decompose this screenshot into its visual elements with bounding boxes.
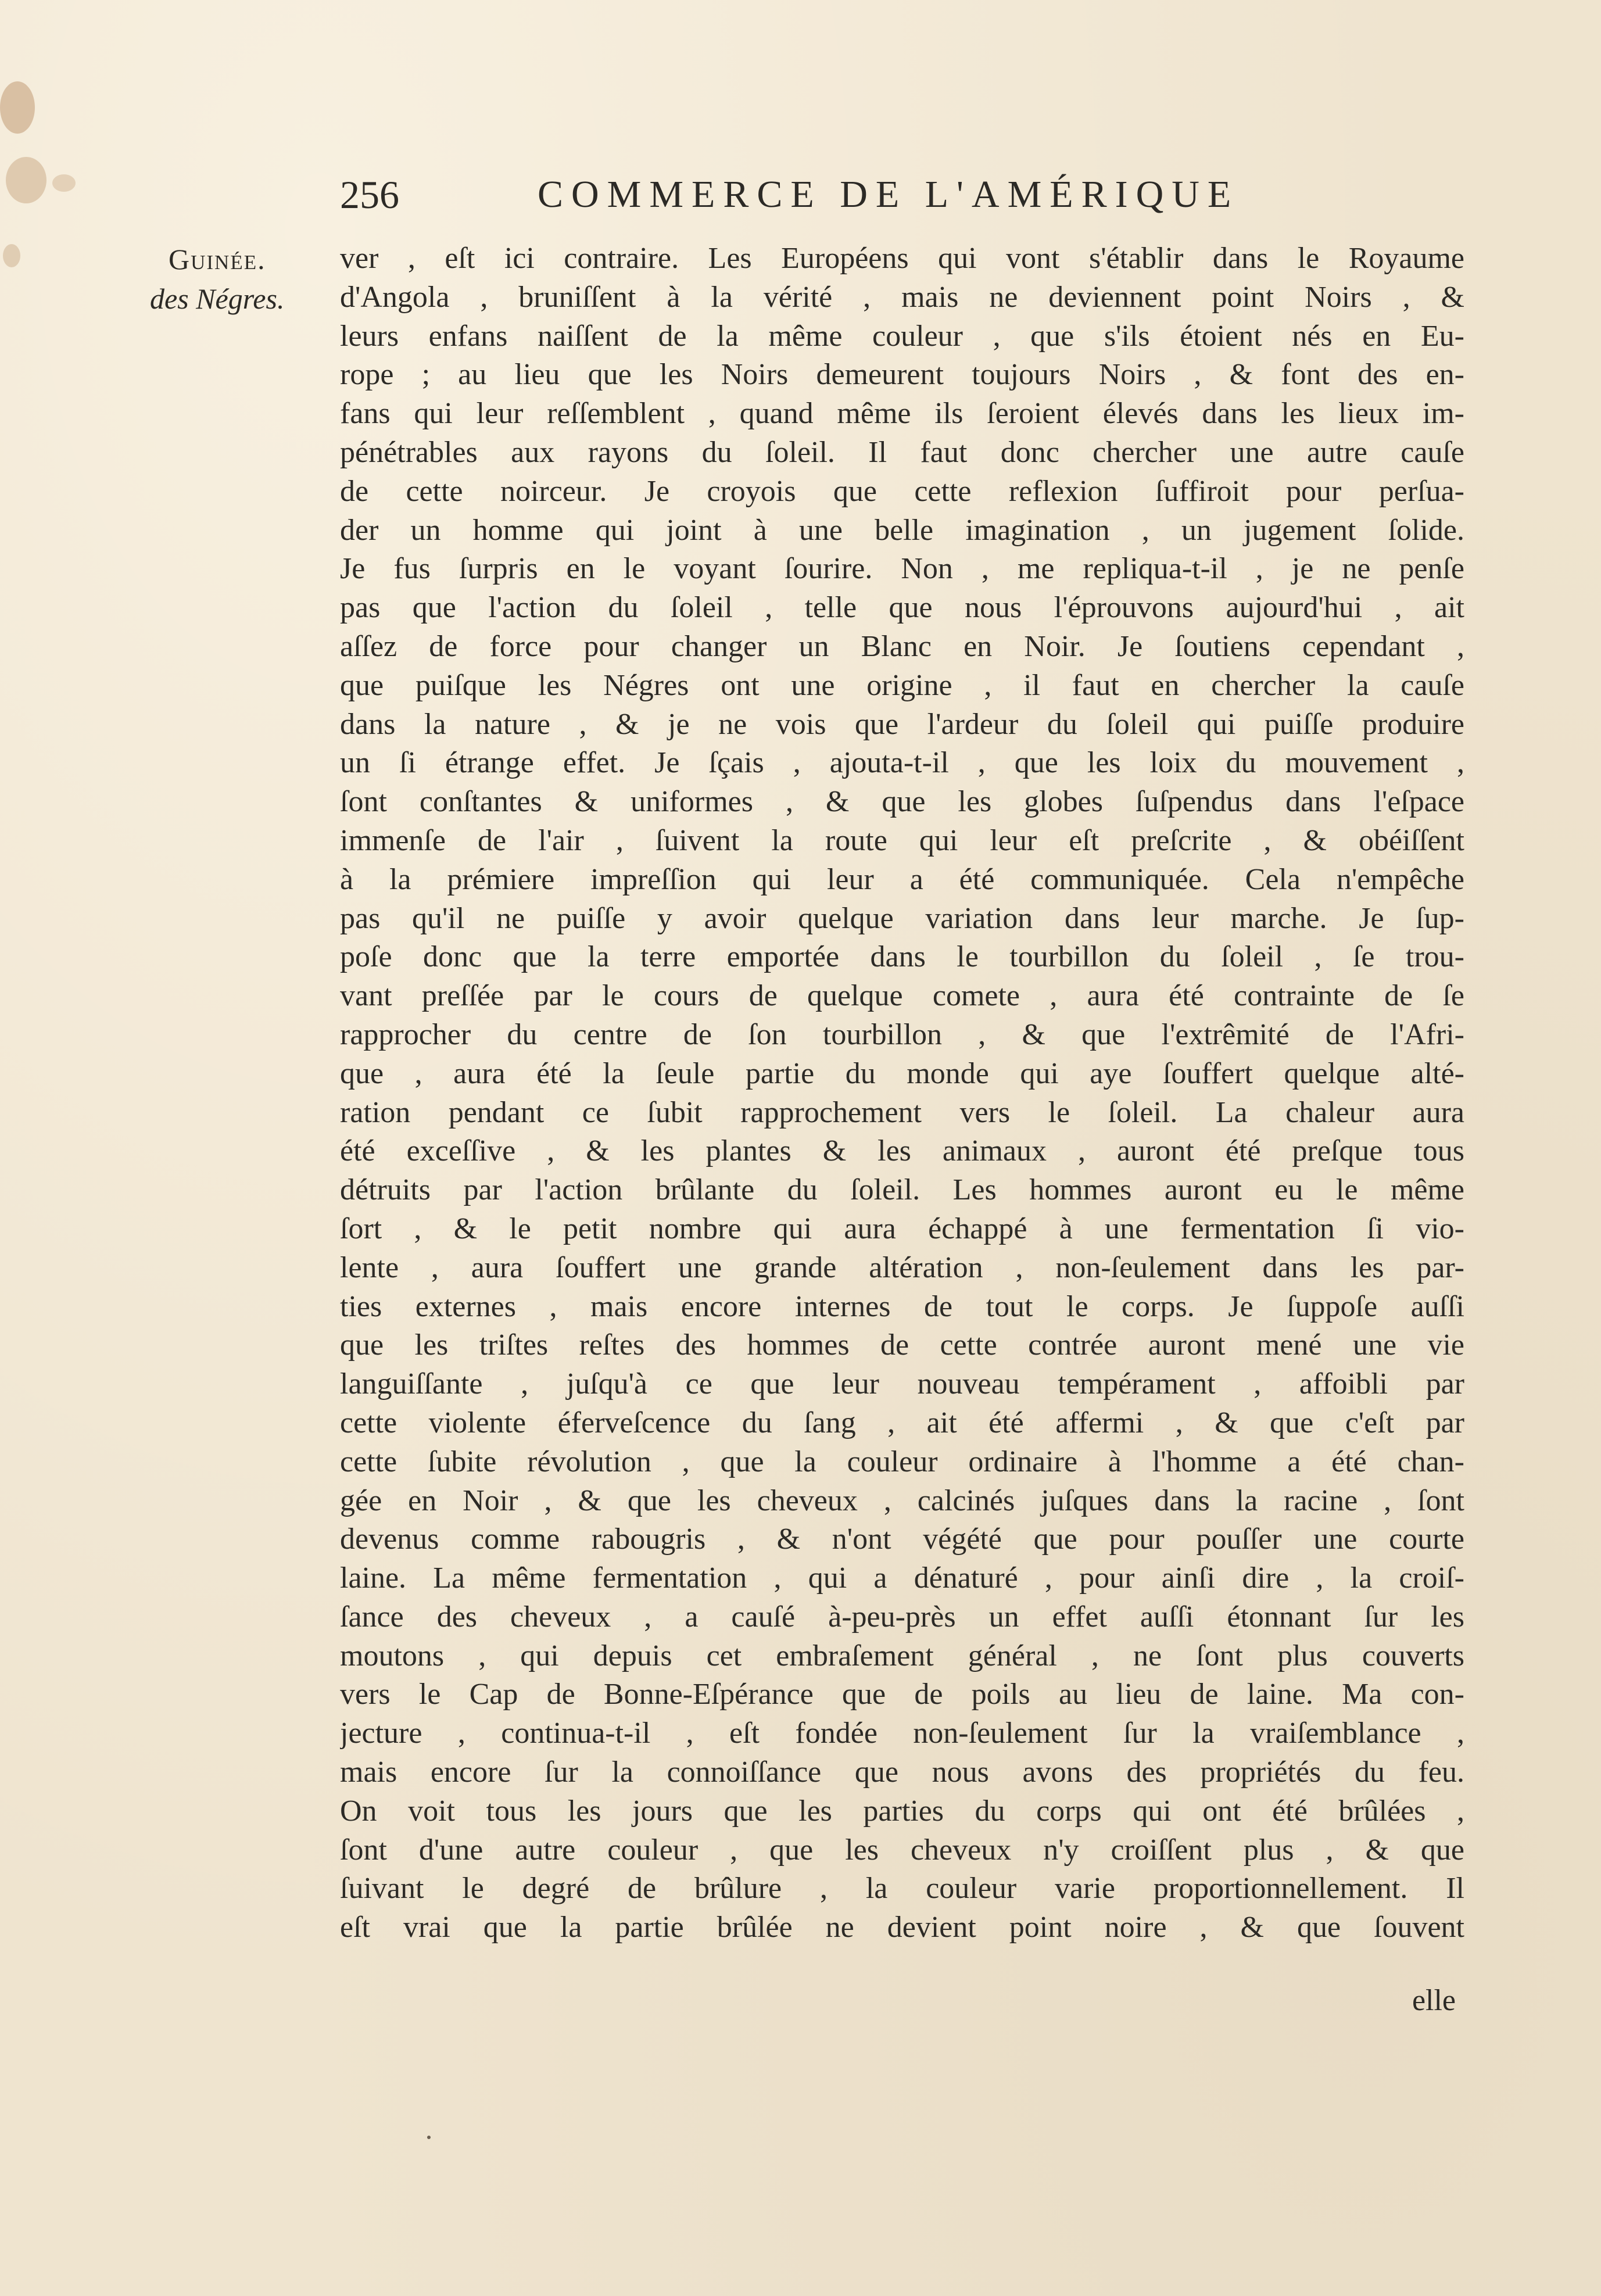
text-line: vers le Cap de Bonne-Eſpérance que de poils au lieu de laine. Ma con- — [340, 1678, 1464, 1711]
text-line: aſſez de force pour changer un Blanc en Noir. Je ſoutiens cependant , — [340, 629, 1464, 663]
text-line: eſt vrai que la partie brûlée ne devient point noire , & que ſouvent — [340, 1911, 1464, 1944]
text-line: pas qu'il ne puiſſe y avoir quelque variation dans leur marche. Je ſup- — [340, 901, 1464, 935]
text-line: moutons , qui depuis cet embraſement général , ne ſont plus couverts — [340, 1639, 1464, 1672]
text-line: gée en Noir , & que les cheveux , calcinés juſques dans la racine , ſont — [340, 1484, 1464, 1517]
text-line: ſort , & le petit nombre qui aura échappé à une fermentation ſi vio- — [340, 1212, 1464, 1245]
text-line: immenſe de l'air , ſuivent la route qui leur eſt preſcrite , & obéiſſent — [340, 823, 1464, 857]
text-line: détruits par l'action brûlante du ſoleil. Les hommes auront eu le même — [340, 1173, 1464, 1207]
text-line: Je fus ſurpris en le voyant ſourire. Non , me repliqua-t-il , je ne penſe — [340, 552, 1464, 586]
catchword: elle — [1412, 1984, 1456, 2017]
margin-note-region — [150, 279, 324, 318]
margin-note-region — [169, 239, 343, 279]
text-line: rope ; au lieu que les Noirs demeurent toujours Noirs , & font des en- — [340, 358, 1464, 392]
text-line: que les triſtes reſtes des hommes de cette contrée auront mené une vie — [340, 1328, 1464, 1362]
text-line: fans qui leur reſſemblent , quand même ils ſeroient élevés dans les lieux im- — [340, 397, 1464, 431]
text-line: laine. La même fermentation , qui a dénaturé , pour ainſi dire , la croiſ- — [340, 1561, 1464, 1595]
text-line: cette ſubite révolution , que la couleur ordinaire à l'homme a été chan- — [340, 1445, 1464, 1478]
text-line: der un homme qui joint à une belle imagination , un jugement ſolide. — [340, 513, 1464, 547]
text-line: ver , eſt ici contraire. Les Européens qui vont s'établir dans le Royaume — [340, 242, 1464, 275]
text-line: dans la nature , & je ne vois que l'ardeur du ſoleil qui puiſſe produire — [340, 707, 1464, 741]
body-text — [340, 239, 1464, 1947]
running-title: COMMERCE DE L'AMÉRIQUE — [538, 173, 1240, 216]
text-line: ſont d'une autre couleur , que les cheveux n'y croiſſent plus , & que — [340, 1833, 1464, 1867]
text-line: mais encore ſur la connoiſſance que nous avons des propriétés du feu. — [340, 1756, 1464, 1789]
text-line: devenus comme rabougris , & n'ont végété que pour pouſſer une courte — [340, 1523, 1464, 1556]
text-line: lente , aura ſouffert une grande altération , non-ſeulement dans les par- — [340, 1251, 1464, 1284]
foxing-stain — [3, 244, 20, 267]
margin-note-line: Guinée. — [169, 243, 266, 275]
margin-note-line: des Négres. — [150, 282, 285, 315]
text-line: de cette noirceur. Je croyois que cette reflexion ſuffiroit pour perſua- — [340, 474, 1464, 508]
text-line: un ſi étrange effet. Je ſçais , ajouta-t-il , que les loix du mouvement , — [340, 746, 1464, 780]
text-line: été exceſſive , & les plantes & les animaux , auront été preſque tous — [340, 1134, 1464, 1168]
text-line: languiſſante , juſqu'à ce que leur nouveau tempérament , affoibli par — [340, 1367, 1464, 1401]
text-line: ration pendant ce ſubit rapprochement vers le ſoleil. La chaleur aura — [340, 1095, 1464, 1129]
text-line: rapprocher du centre de ſon tourbillon , & que l'extrêmité de l'Afri- — [340, 1018, 1464, 1051]
page-number: 256 — [340, 173, 399, 217]
text-line: ties externes , mais encore internes de tout le corps. Je ſuppoſe auſſi — [340, 1290, 1464, 1323]
page-header — [340, 169, 1316, 221]
foxing-stain — [6, 157, 46, 203]
text-line: à la prémiere impreſſion qui leur a été communiquée. Cela n'empêche — [340, 862, 1464, 896]
text-line: leurs enfans naiſſent de la même couleur , que s'ils étoient nés en Eu- — [340, 319, 1464, 353]
foxing-stain — [0, 81, 35, 134]
text-line: cette violente éferveſcence du ſang , ait été affermi , & que c'eſt par — [340, 1406, 1464, 1439]
text-line: que , aura été la ſeule partie du monde qui aye ſouffert quelque alté- — [340, 1056, 1464, 1090]
text-line: vant preſſée par le cours de quelque comete , aura été contrainte de ſe — [340, 979, 1464, 1013]
foxing-stain — [52, 174, 76, 192]
text-line: pas que l'action du ſoleil , telle que nous l'éprouvons aujourd'hui , ait — [340, 591, 1464, 625]
text-line: ſuivant le degré de brûlure , la couleur varie proportionnellement. Il — [340, 1872, 1464, 1905]
text-line: jecture , continua-t-il , eſt fondée non-ſeulement ſur la vraiſemblance , — [340, 1717, 1464, 1750]
ink-speck — [427, 2136, 431, 2139]
text-line: poſe donc que la terre emportée dans le tourbillon du ſoleil , ſe trou- — [340, 940, 1464, 974]
text-line: ſont conſtantes & uniformes , & que les globes ſuſpendus dans l'eſpace — [340, 785, 1464, 819]
text-line: pénétrables aux rayons du ſoleil. Il faut donc chercher une autre cauſe — [340, 435, 1464, 469]
text-line: ſance des cheveux , a cauſé à-peu-près un effet auſſi étonnant ſur les — [340, 1600, 1464, 1634]
text-line: On voit tous les jours que les parties du corps qui ont été brûlées , — [340, 1794, 1464, 1828]
text-line: d'Angola , bruniſſent à la vérité , mais ne deviennent point Noirs , & — [340, 280, 1464, 314]
text-line: que puiſque les Négres ont une origine , il faut en chercher la cauſe — [340, 668, 1464, 702]
